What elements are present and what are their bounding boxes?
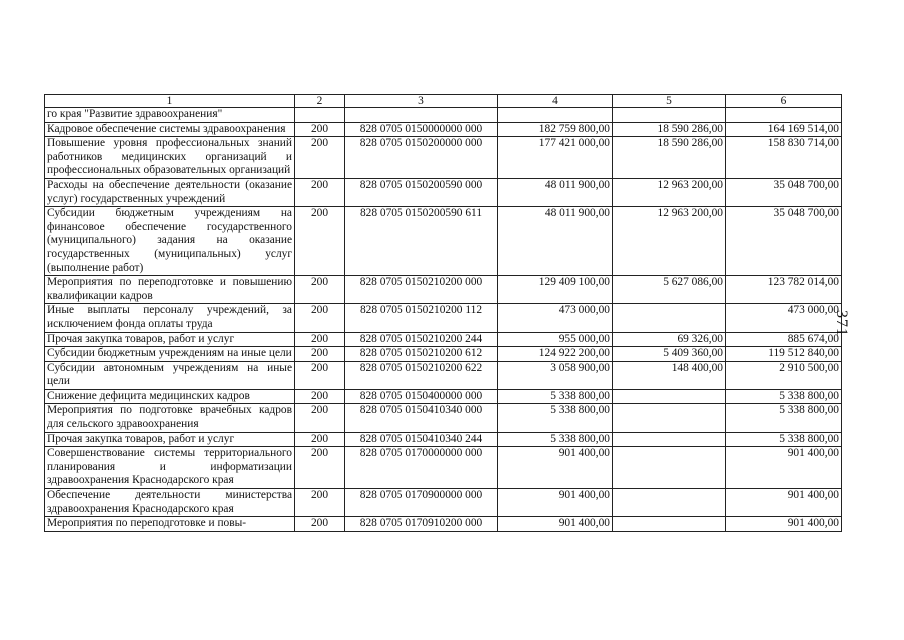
amount-col5-cell: 5 409 360,00 [613,347,726,362]
item-name-cell: Субсидии бюджетным учреждениям на иные цели [45,347,295,362]
item-name-cell: Повышение уровня профессиональных знаний работников медицинских организаций и профессиональных образовательных организаций [45,137,295,179]
group-code-cell: 200 [295,447,345,489]
budget-code-cell: 828 0705 0150210200 612 [345,347,498,362]
column-header-2: 2 [295,95,345,108]
column-header-4: 4 [498,95,613,108]
table-row [45,137,842,179]
table-row [45,122,842,137]
amount-col6-cell: 5 338 800,00 [726,404,842,432]
amount-col5-cell: 12 963 200,00 [613,178,726,206]
item-name-cell: Обеспечение деятельности министерства здравоохранения Краснодарского края [45,489,295,517]
budget-table-page [44,94,841,532]
amount-col6-cell: 473 000,00 [726,304,842,332]
amount-col5-cell: 69 326,00 [613,332,726,347]
group-code-cell: 200 [295,276,345,304]
page-number: 371 [833,310,850,337]
item-name-cell: Мероприятия по переподготовке и повы- [45,517,295,532]
amount-col6-cell [726,108,842,123]
group-code-cell: 200 [295,122,345,137]
column-header-6: 6 [726,95,842,108]
budget-code-cell: 828 0705 0150210200 622 [345,361,498,389]
budget-code-cell [345,108,498,123]
amount-col5-cell [613,304,726,332]
amount-col6-cell: 901 400,00 [726,489,842,517]
header-row [45,95,842,108]
group-code-cell: 200 [295,304,345,332]
table-row [45,347,842,362]
amount-col6-cell: 901 400,00 [726,447,842,489]
item-name-cell: Кадровое обеспечение системы здравоохранения [45,122,295,137]
budget-code-cell: 828 0705 0170900000 000 [345,489,498,517]
item-name-cell: Совершенствование системы территориального планирования и информатизации здравоохранения Краснодарского края [45,447,295,489]
budget-code-cell: 828 0705 0150200590 611 [345,207,498,276]
amount-col5-cell [613,447,726,489]
item-name-cell: Расходы на обеспечение деятельности (оказание услуг) государственных учреждений [45,178,295,206]
budget-table [44,94,842,532]
table-row [45,304,842,332]
amount-col4-cell: 182 759 800,00 [498,122,613,137]
table-row [45,489,842,517]
amount-col5-cell: 5 627 086,00 [613,276,726,304]
amount-col6-cell: 119 512 840,00 [726,347,842,362]
budget-code-cell: 828 0705 0150000000 000 [345,122,498,137]
amount-col4-cell: 48 011 900,00 [498,207,613,276]
amount-col4-cell: 5 338 800,00 [498,404,613,432]
amount-col5-cell [613,432,726,447]
column-header-3: 3 [345,95,498,108]
column-header-5: 5 [613,95,726,108]
budget-code-cell: 828 0705 0150200590 000 [345,178,498,206]
amount-col6-cell: 5 338 800,00 [726,432,842,447]
amount-col6-cell: 2 910 500,00 [726,361,842,389]
amount-col6-cell: 5 338 800,00 [726,389,842,404]
item-name-cell: Прочая закупка товаров, работ и услуг [45,432,295,447]
amount-col4-cell: 3 058 900,00 [498,361,613,389]
group-code-cell: 200 [295,404,345,432]
amount-col4-cell: 901 400,00 [498,517,613,532]
group-code-cell: 200 [295,389,345,404]
budget-code-cell: 828 0705 0150410340 000 [345,404,498,432]
amount-col4-cell: 5 338 800,00 [498,432,613,447]
amount-col5-cell [613,517,726,532]
amount-col5-cell [613,108,726,123]
amount-col5-cell: 18 590 286,00 [613,137,726,179]
item-name-cell: Субсидии бюджетным учреждениям на финансовое обеспечение государственного (муниципального) задания на оказание государственных (муниципальных) услуг (выполнение работ) [45,207,295,276]
table-row [45,361,842,389]
budget-code-cell: 828 0705 0170000000 000 [345,447,498,489]
budget-code-cell: 828 0705 0150400000 000 [345,389,498,404]
table-row [45,276,842,304]
group-code-cell: 200 [295,332,345,347]
budget-code-cell: 828 0705 0150410340 244 [345,432,498,447]
table-row [45,178,842,206]
budget-code-cell: 828 0705 0150210200 112 [345,304,498,332]
item-name-cell: Мероприятия по подготовке врачебных кадров для сельского здравоохранения [45,404,295,432]
amount-col5-cell [613,404,726,432]
group-code-cell: 200 [295,178,345,206]
amount-col4-cell: 5 338 800,00 [498,389,613,404]
amount-col6-cell: 35 048 700,00 [726,178,842,206]
amount-col6-cell: 123 782 014,00 [726,276,842,304]
group-code-cell: 200 [295,347,345,362]
item-name-cell: Субсидии автономным учреждениям на иные цели [45,361,295,389]
item-name-cell: го края "Развитие здравоохранения" [45,108,295,123]
amount-col6-cell: 901 400,00 [726,517,842,532]
column-header-1: 1 [45,95,295,108]
amount-col6-cell: 35 048 700,00 [726,207,842,276]
budget-code-cell: 828 0705 0150200000 000 [345,137,498,179]
amount-col4-cell: 901 400,00 [498,489,613,517]
amount-col4-cell: 48 011 900,00 [498,178,613,206]
amount-col5-cell: 18 590 286,00 [613,122,726,137]
group-code-cell: 200 [295,432,345,447]
amount-col4-cell: 901 400,00 [498,447,613,489]
group-code-cell: 200 [295,137,345,179]
amount-col6-cell: 158 830 714,00 [726,137,842,179]
table-row [45,389,842,404]
budget-code-cell: 828 0705 0150210200 000 [345,276,498,304]
table-row [45,517,842,532]
group-code-cell [295,108,345,123]
table-row [45,404,842,432]
amount-col5-cell [613,489,726,517]
amount-col4-cell [498,108,613,123]
group-code-cell: 200 [295,517,345,532]
amount-col5-cell: 12 963 200,00 [613,207,726,276]
table-row [45,432,842,447]
table-row [45,332,842,347]
budget-code-cell: 828 0705 0150210200 244 [345,332,498,347]
amount-col6-cell: 885 674,00 [726,332,842,347]
amount-col4-cell: 473 000,00 [498,304,613,332]
table-row [45,207,842,276]
item-name-cell: Снижение дефицита медицинских кадров [45,389,295,404]
amount-col6-cell: 164 169 514,00 [726,122,842,137]
table-row [45,447,842,489]
group-code-cell: 200 [295,489,345,517]
amount-col4-cell: 129 409 100,00 [498,276,613,304]
budget-code-cell: 828 0705 0170910200 000 [345,517,498,532]
amount-col4-cell: 124 922 200,00 [498,347,613,362]
amount-col4-cell: 177 421 000,00 [498,137,613,179]
amount-col5-cell [613,389,726,404]
amount-col5-cell: 148 400,00 [613,361,726,389]
table-row [45,108,842,123]
group-code-cell: 200 [295,207,345,276]
amount-col4-cell: 955 000,00 [498,332,613,347]
item-name-cell: Мероприятия по переподготовке и повышению квалификации кадров [45,276,295,304]
item-name-cell: Иные выплаты персоналу учреждений, за исключением фонда оплаты труда [45,304,295,332]
item-name-cell: Прочая закупка товаров, работ и услуг [45,332,295,347]
group-code-cell: 200 [295,361,345,389]
